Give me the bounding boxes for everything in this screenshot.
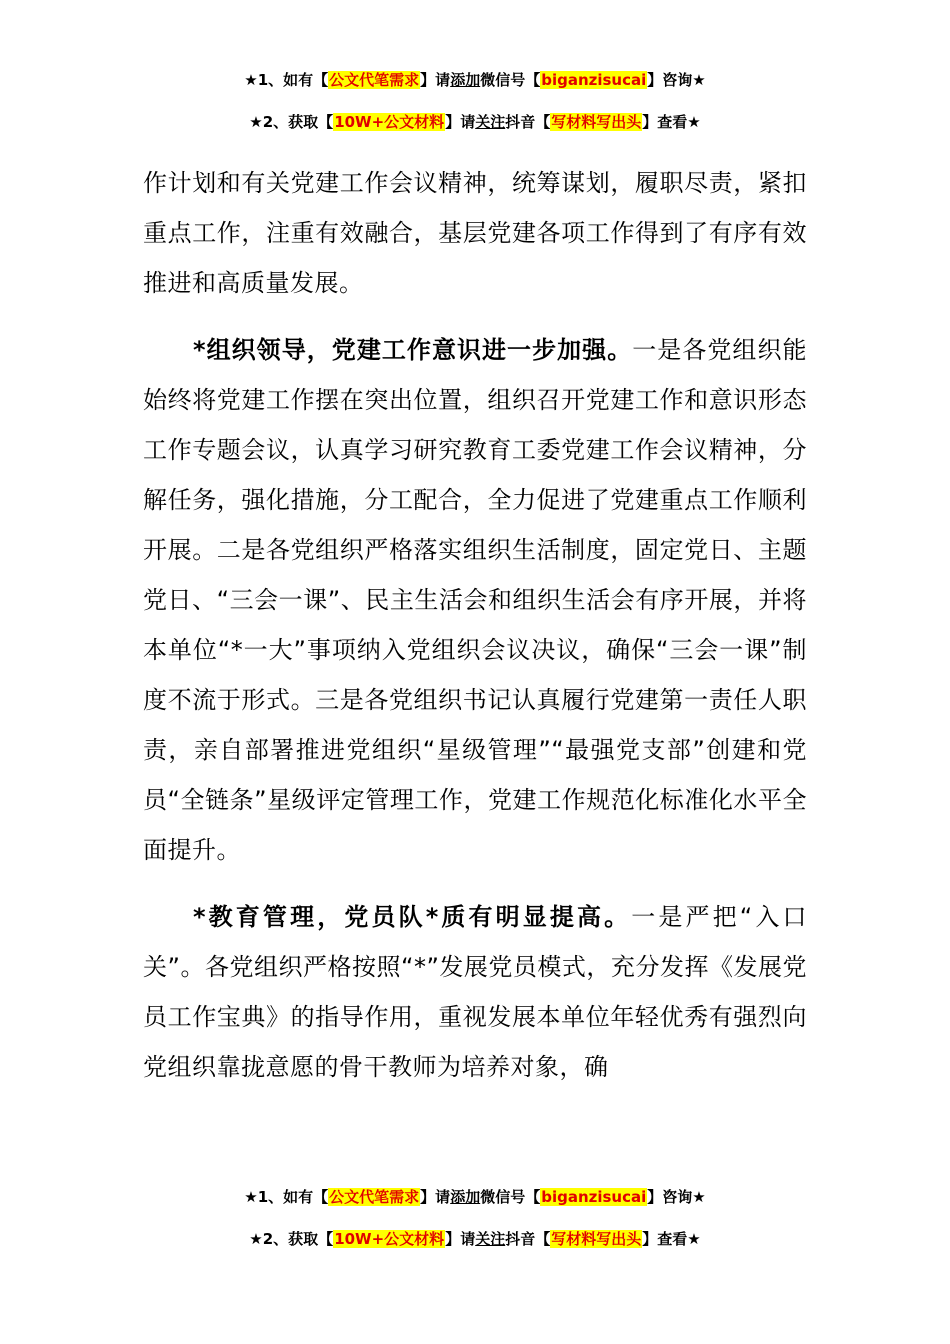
promo-text: 】请: [420, 1188, 451, 1206]
paragraph-heading: *教育管理，党员队*质有明显提高。: [193, 903, 632, 931]
promo-prefix: ★1、如有【: [244, 1188, 329, 1206]
paragraph-education-management: [143, 892, 807, 1092]
promo-text: 】请: [420, 71, 451, 89]
promo-emphasis: 添加: [450, 1188, 481, 1206]
promo-text: 微信号【: [480, 71, 541, 89]
promo-highlight-service: 公文代笔需求: [329, 71, 420, 89]
promo-highlight-douyin-id: 写材料写出头: [551, 113, 642, 131]
promo-suffix: 】咨询★: [647, 71, 706, 89]
promo-highlight-materials: 10W+公文材料: [334, 113, 445, 131]
document-body: [143, 158, 807, 1092]
promo-highlight-wechat-id: biganzisucai: [541, 1188, 647, 1206]
footer-promo-line-1: [0, 1187, 950, 1207]
paragraph-heading: *组织领导，党建工作意识进一步加强。: [193, 336, 633, 364]
promo-prefix: ★2、获取【: [249, 113, 334, 131]
promo-highlight-douyin-id: 写材料写出头: [551, 1230, 642, 1248]
paragraph-text: 一是各党组织能始终将党建工作摆在突出位置，组织召开党建工作和意识形态工作专题会议，认真学习研究教育工委党建工作会议精神，分解任务，强化措施，分工配合，全力促进了党建重点工作顺利开展。二是各党组织严格落实组织生活制度，固定党日、主题党日、“三会一课”、民主生活会和组织生活会有序开展，并将本单位“*一大”事项纳入党组织会议决议，确保“三会一课”制度不流于形式。三是各党组织书记认真履行党建第一责任人职责，亲自部署推进党组织“星级管理”“最强党支部”创建和党员“全链条”星级评定管理工作，党建工作规范化标准化水平全面提升。: [143, 336, 807, 864]
promo-prefix: ★1、如有【: [244, 71, 329, 89]
promo-emphasis: 关注: [475, 1230, 506, 1248]
header-promo-line-1: [0, 70, 950, 90]
promo-emphasis: 添加: [450, 71, 481, 89]
paragraph-continuation: 作计划和有关党建工作会议精神，统筹谋划，履职尽责，紧扣重点工作，注重有效融合，基层党建各项工作得到了有序有效推进和高质量发展。: [143, 169, 807, 297]
promo-suffix: 】咨询★: [647, 1188, 706, 1206]
footer-promo-line-2: [0, 1229, 950, 1249]
promo-highlight-wechat-id: biganzisucai: [541, 71, 647, 89]
promo-prefix: ★2、获取【: [249, 1230, 334, 1248]
promo-emphasis: 关注: [475, 113, 506, 131]
promo-text: 抖音【: [505, 113, 551, 131]
promo-text: 】请: [445, 113, 476, 131]
promo-highlight-service: 公文代笔需求: [329, 1188, 420, 1206]
promo-highlight-materials: 10W+公文材料: [334, 1230, 445, 1248]
paragraph-text: 一是严把“入口关”。各党组织严格按照“*”发展党员模式，充分发挥《发展党员工作宝典》的指导作用，重视发展本单位年轻优秀有强烈向党组织靠拢意愿的骨干教师为培养对象，确: [143, 903, 808, 1081]
promo-suffix: 】查看★: [642, 113, 701, 131]
paragraph-organization-leadership: [143, 325, 807, 875]
promo-text: 抖音【: [505, 1230, 551, 1248]
promo-text: 微信号【: [480, 1188, 541, 1206]
header-promo-line-2: [0, 112, 950, 132]
promo-suffix: 】查看★: [642, 1230, 701, 1248]
promo-text: 】请: [445, 1230, 476, 1248]
